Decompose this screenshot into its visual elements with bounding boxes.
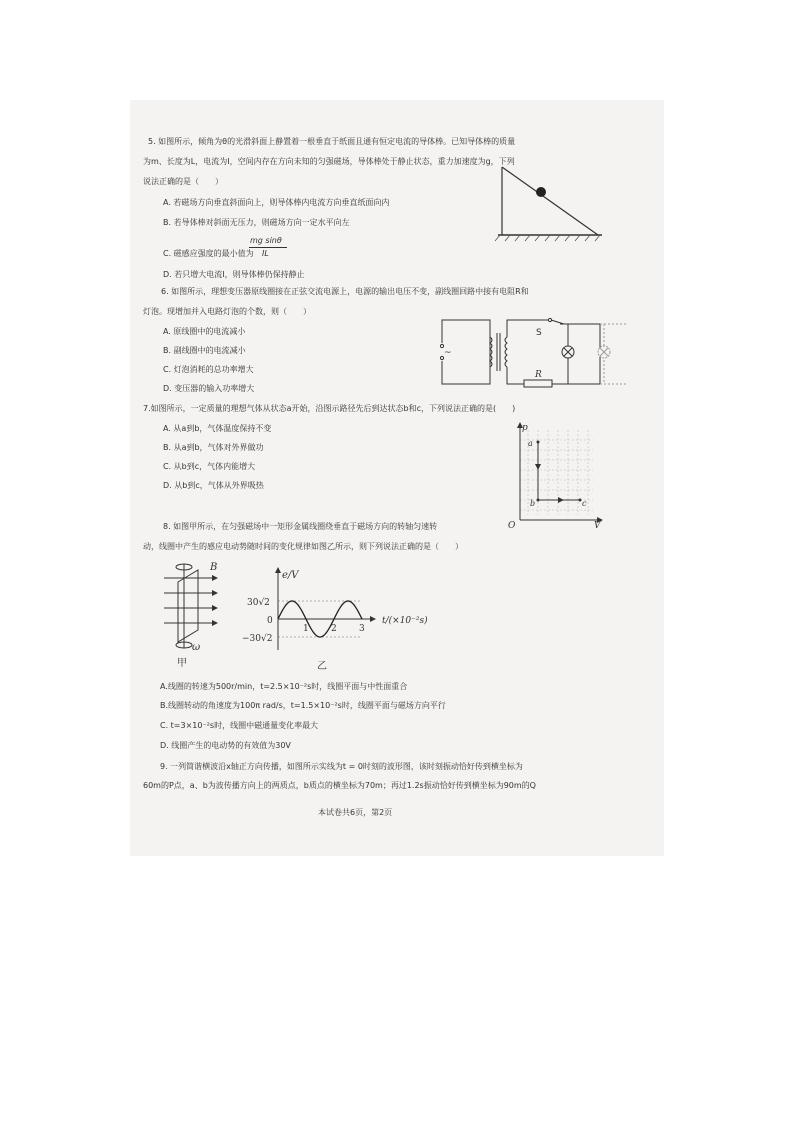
- q6-transformer-circuit: [440, 315, 630, 393]
- q8-option-a: A.线圈的转速为500r/min，t=2.5×10⁻²s时，线圈平面与中性面重合: [160, 682, 408, 691]
- origin-label: O: [508, 521, 516, 530]
- x-tick-3: 3: [359, 624, 365, 634]
- q8-stem-line1: 8. 如图甲所示，在匀强磁场中一矩形金属线圈绕垂直于磁场方向的转轴匀速转: [163, 522, 438, 531]
- figure-jia-label: 甲: [177, 658, 187, 669]
- q8-option-b: B.线圈转动的角速度为100π rad/s，t=1.5×10⁻²s时，线圈平面与磁场方向平行: [160, 701, 446, 710]
- q5-stem-line3: 说法正确的是（ ）: [143, 177, 223, 186]
- q8-coil-figure: [160, 560, 230, 670]
- fraction-bar: [249, 247, 287, 248]
- q8-option-c: C. t=3×10⁻²s时，线圈中磁通量变化率最大: [160, 721, 319, 730]
- state-c-label: c: [582, 499, 587, 508]
- q6-option-a: A. 原线圈中的电流减小: [163, 327, 246, 336]
- q6-stem-line2: 灯泡。现增加并入电路灯泡的个数，则（ ）: [143, 307, 311, 316]
- q5-option-a: A. 若磁场方向垂直斜面向上，则导体棒内电流方向垂直纸面向内: [163, 198, 390, 207]
- incline-surface: [502, 167, 598, 235]
- state-a-label: a: [528, 439, 533, 448]
- conductor-rod-dot: [536, 187, 546, 197]
- coil-frame: [178, 570, 198, 642]
- q9-stem-line1: 9. 一列简谐横波沿x轴正方向传播，如图所示实线为t = 0时刻的波形图，该时刻振动恰好传到横坐标为: [160, 762, 523, 771]
- figure-yi-label: 乙: [317, 661, 327, 672]
- y-tick-zero: 0: [267, 616, 273, 626]
- q5-option-c: C. 磁感应强度的最小值为: [163, 249, 254, 258]
- resistor-label: R: [535, 370, 542, 380]
- q7-option-b: B. 从a到b，气体对外界做功: [163, 443, 264, 452]
- q5-stem-line1: 5. 如图所示，倾角为θ的光滑斜面上静置着一根垂直于纸面且通有恒定电流的导体棒。已知导体棒的质量: [148, 137, 516, 146]
- v-axis-label: V: [594, 521, 601, 530]
- t-axis-label: t/(×10⁻²s): [382, 616, 428, 626]
- q7-stem: 7.如图所示，一定质量的理想气体从状态a开始，沿图示路径先后到达状态b和c，下列说法正确的是( ): [143, 404, 516, 413]
- p-axis-label: p: [522, 423, 528, 433]
- q5-option-c-numerator: mg sinθ: [250, 236, 282, 245]
- switch-label: S: [536, 328, 542, 338]
- omega-label: ω: [192, 642, 201, 653]
- x-tick-2: 2: [331, 624, 337, 634]
- x-tick-1: 1: [303, 624, 309, 634]
- q7-option-a: A. 从a到b，气体温度保持不变: [163, 424, 272, 433]
- q5-option-b: B. 若导体棒对斜面无压力，则磁场方向一定水平向左: [163, 218, 350, 227]
- resistor-r: [524, 380, 552, 387]
- q9-stem-line2: 60m的P点，a、b为波传播方向上的两质点，b质点的横坐标为70m；再过1.2s振动恰好传到横坐标为90m的Q: [143, 781, 536, 790]
- ground-hatch: [495, 235, 600, 241]
- switch-blade: [551, 320, 564, 324]
- ac-source-icon: ~: [444, 348, 452, 358]
- y-tick-positive: 30√2: [247, 598, 270, 608]
- page-footer: 本试卷共6页，第2页: [318, 808, 393, 817]
- q7-option-c: C. 从b到c，气体内能增大: [163, 462, 256, 471]
- q6-option-c: C. 灯泡消耗的总功率增大: [163, 365, 254, 374]
- q6-option-b: B. 副线圈中的电流减小: [163, 346, 246, 355]
- q5-option-c-denominator: IL: [262, 249, 269, 258]
- q8-stem-line2: 动，线圈中产生的感应电动势随时间的变化规律如图乙所示，则下列说法正确的是（ ）: [143, 542, 463, 551]
- secondary-coil: [505, 337, 507, 367]
- q8-emf-chart: [240, 565, 470, 675]
- y-tick-negative: −30√2: [242, 634, 273, 644]
- field-b-label: B: [210, 562, 218, 573]
- q5-incline-figure: [490, 165, 605, 243]
- q5-option-d: D. 若只增大电流I，则导体棒仍保持静止: [163, 270, 305, 279]
- state-b-label: b: [530, 499, 536, 508]
- q8-option-d: D. 线圈产生的电动势的有效值为30V: [160, 741, 291, 750]
- e-axis-label: e/V: [282, 570, 299, 581]
- q6-stem-line1: 6. 如图所示，理想变压器原线圈接在正弦交流电源上，电源的输出电压不变，副线圈回路中接有电阻R和: [161, 287, 529, 296]
- q7-option-d: D. 从b到c，气体从外界吸热: [163, 481, 264, 490]
- q6-option-d: D. 变压器的输入功率增大: [163, 384, 255, 393]
- q7-pv-diagram: [508, 420, 608, 530]
- q5-stem-line2: 为m、长度为L，电流为I，空间内存在方向未知的匀强磁场，导体棒处于静止状态，重力加速度为g，下列: [143, 157, 515, 166]
- field-lines: [164, 578, 215, 623]
